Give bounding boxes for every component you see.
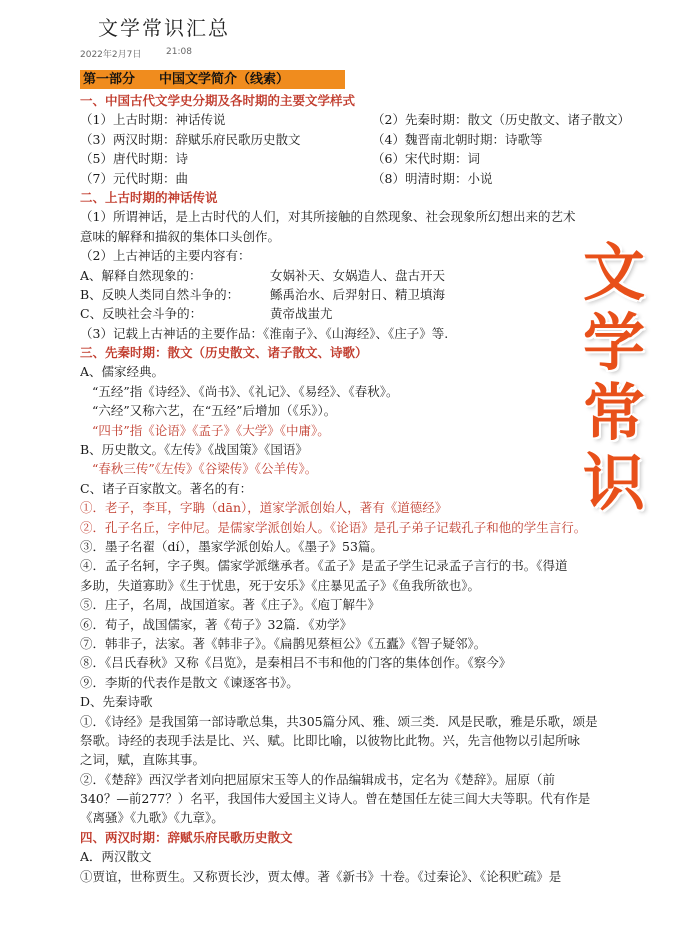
stamp-char: 常: [582, 376, 645, 449]
paragraph-line: “五经”指《诗经》、《尚书》、《礼记》、《易经》、《春秋》。: [92, 383, 399, 399]
myth-item: A、解释自然现象的： 女娲补天、女娲造人、盘古开天: [80, 267, 446, 283]
page-title: 文学常识汇总: [98, 16, 230, 40]
paragraph-line: （2）上古神话的主要内容有：: [80, 248, 251, 264]
paragraph-line: ①贾谊，世称贾生。又称贾长沙，贾太傅。著《新书》十卷。《过秦论》、《论积贮疏》是: [80, 868, 562, 884]
stamp-char: 文: [582, 236, 645, 309]
paragraph-line: 祭歌。诗经的表现手法是比、兴、赋。比即比喻，以彼物比此物。兴，先言他物以引起所咏: [80, 732, 581, 748]
paragraph-line: ④．孟子名轲，字子舆。儒家学派继承者。《孟子》是孟子学生记录孟子言行的书。《得道: [80, 558, 568, 574]
paragraph-line: （1）所谓神话，是上古时代的人们，对其所接触的自然现象、社会现象所幻想出来的艺术: [80, 209, 576, 225]
part-heading: 第一部分 中国文学简介（线索）: [80, 70, 345, 89]
paragraph-line: 之词，赋，直陈其事。: [80, 752, 206, 768]
highlight-line: ①．老子，李耳，字聃（dān），道家学派创始人，著有《道德经》: [80, 500, 448, 516]
subheading: A．两汉散文: [80, 849, 152, 865]
section-heading-3: 三、先秦时期：散文（历史散文、诸子散文、诗歌）: [80, 345, 368, 361]
paragraph-line: “六经”又称六艺，在“五经”后增加（《乐》）。: [92, 403, 337, 419]
paragraph-line: 多助，失道寡助》《生于忧患，死于安乐》《庄暴见孟子》《鱼我所欲也》。: [80, 577, 481, 593]
myth-item: B、反映人类同自然斗争的： 鲧禹治水、后羿射日、精卫填海: [80, 286, 446, 302]
post-time: 21:08: [166, 47, 192, 57]
paragraph-line: ①．《诗经》是我国第一部诗歌总集，共305篇分风、雅、颂三类．风是民歌，雅是乐歌，颂是: [80, 713, 598, 729]
highlight-line: “四书”指《论语》《孟子》《大学》《中庸》。: [92, 422, 330, 438]
period-row: （7）元代时期：曲 （8）明清时期：小说: [80, 170, 493, 186]
highlight-line: ②．孔子名丘，字仲尼。是儒家学派创始人。《论语》是孔子弟子记载孔子和他的学生言行。: [80, 519, 587, 535]
section-heading-2: 二、上古时期的神话传说: [80, 189, 218, 205]
subheading: A、儒家经典。: [80, 364, 165, 380]
paragraph-line: 《离骚》《九歌》《九章》。: [80, 810, 224, 826]
paragraph-line: ⑤．庄子，名周，战国道家。著《庄子》。《庖丁解牛》: [80, 597, 381, 613]
myth-item: C、反映社会斗争的： 黄帝战蚩尤: [80, 306, 333, 322]
paragraph-line: ⑦．韩非子，法家。著《韩非子》。《扁鹊见蔡桓公》《五蠹》《智子疑邻》。: [80, 635, 487, 651]
paragraph-line: ③．墨子名翟（dí），墨家学派创始人。《墨子》53篇。: [80, 538, 383, 554]
stamp-char: 学: [582, 306, 645, 379]
subheading: D、先秦诗歌: [80, 694, 153, 710]
subheading: B、历史散文。《左传》《战国策》《国语》: [80, 442, 308, 458]
paragraph-line: 340？—前277？）名平，我国伟大爱国主义诗人。曾在楚国任左徒三闾大夫等职。代有作是: [80, 791, 591, 807]
paragraph-line: ②．《楚辞》西汉学者刘向把屈原宋玉等人的作品编辑成书，定名为《楚辞》。屈原（前: [80, 771, 556, 787]
wenxue-changshi-stamp: [573, 238, 655, 518]
section-heading-4: 四、两汉时期：辞赋乐府民歌历史散文: [80, 829, 293, 845]
highlight-line: “春秋三传”《左传》《谷梁传》《公羊传》。: [92, 461, 318, 477]
section-heading-1: 一、中国古代文学史分期及各时期的主要文学样式: [80, 93, 356, 108]
paragraph-line: ⑨．李斯的代表作是散文《谏逐客书》。: [80, 674, 299, 690]
stamp-char: 识: [582, 446, 645, 519]
period-row: （1）上古时期：神话传说 （2）先秦时期：散文（历史散文、诸子散文）: [80, 112, 630, 128]
paragraph-line: 意味的解释和描叙的集体口头创作。: [80, 228, 281, 244]
paragraph-line: ⑧．《吕氏春秋》又称《吕览》，是秦相吕不韦和他的门客的集体创作。《察今》: [80, 655, 512, 671]
post-date: 2022年2月7日: [80, 50, 142, 60]
subheading: C、诸子百家散文。著名的有：: [80, 480, 253, 496]
paragraph-line: ⑥．荀子，战国儒家，著《荀子》32篇．《劝学》: [80, 616, 353, 632]
period-row: （5）唐代时期：诗 （6）宋代时期：词: [80, 151, 480, 167]
paragraph-line: （3）记载上古神话的主要作品：《淮南子》、《山海经》、《庄子》等.: [80, 325, 449, 341]
period-row: （3）两汉时期：辞赋乐府民歌历史散文 （4）魏晋南北朝时期：诗歌等: [80, 131, 543, 147]
